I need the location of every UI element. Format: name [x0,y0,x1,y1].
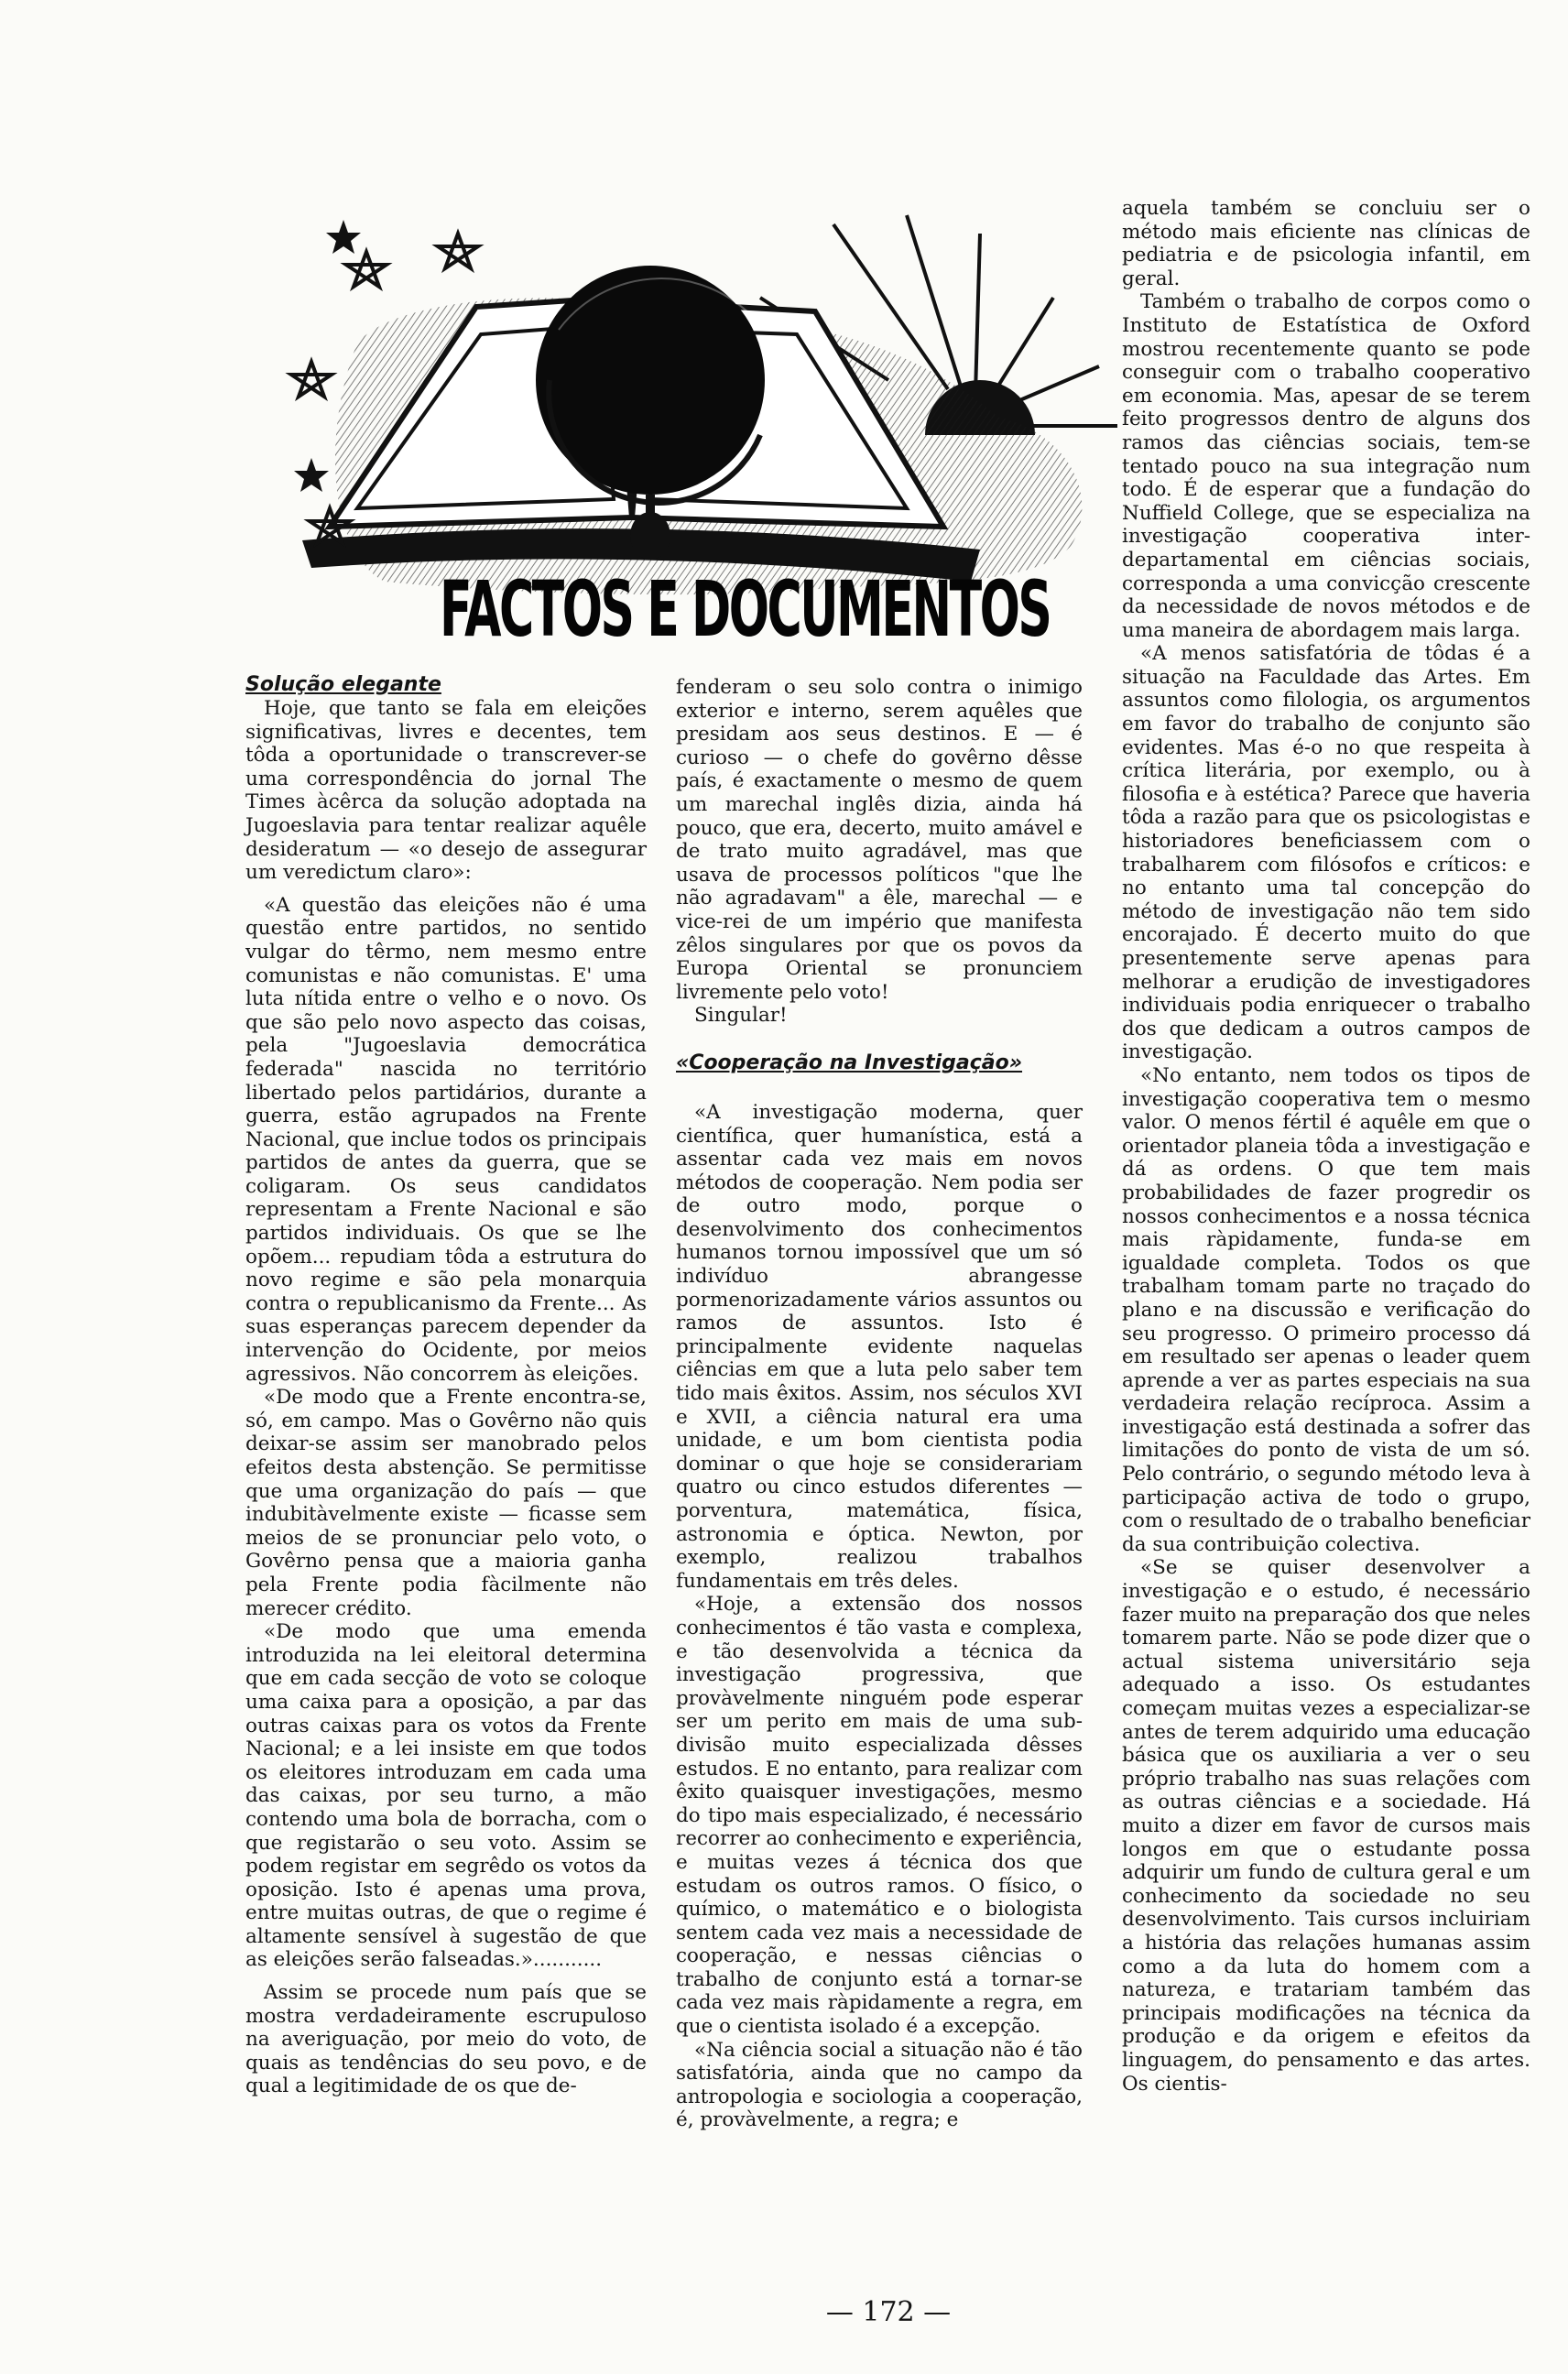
section-heading-solucao: Solução elegante [245,673,441,696]
paragraph: «De modo que a Frente encontra-se, só, em campo. Mas o Govêrno não quis deixar-se assim ser manobrado pelos efeitos desta abstenção. Se permitisse que uma organização do país — que indubitàvelmente existe — ficasse sem meios de se pronunciar pelo voto, o Govêrno pensa que a maioria ganha pela Frente podia fàcilmente não merecer crédito. [245,1386,647,1620]
paragraph: Hoje, que tanto se fala em eleições significativas, livres e decentes, tem tôda a oportunidade o transcrever-se uma correspondência do jornal The Times àcêrca da solução adoptada na Jugoeslavia para tentar realizar aquêle desideratum — «o desejo de assegurar um veredictum claro»: [245,697,647,885]
paragraph: Assim se procede num país que se mostra verdadeiramente escrupuloso na averiguação, por meio do voto, de quais as tendências do seu povo, e de qual a legitimidade de os que de- [245,1981,647,2098]
column-left [245,673,647,2098]
column-middle [676,676,1083,2132]
masthead-illustration [247,197,1127,654]
section-heading-cooperacao: «Cooperação na Investigação» [676,1051,1023,1074]
paragraph: «Na ciência social a situação não é tão satisfatória, ainda que no campo da antropologia e sociologia a cooperação, é, provàvelmente, a regra; e [676,2038,1083,2132]
paragraph: «A investigação moderna, quer científica, quer humanística, está a assentar cada vez mais em novos métodos de cooperação. Nem podia ser de outro modo, porque o desenvolvimento dos conhecimentos humanos tornou impossível que um só indivíduo abrangesse pormenorizadamente vários assuntos ou ramos de assuntos. Isto é principalmente evidente naquelas ciências em que a luta pelo saber tem tido mais êxitos. Assim, nos séculos XVI e XVII, a ciência natural era uma unidade, e um bom cientista podia dominar o que hoje se considerariam quatro ou cinco estudos diferentes — porventura, matemática, física, astronomia e óptica. Newton, por exemplo, realizou trabalhos fundamentais em três deles. [676,1100,1083,1593]
paragraph: Também o trabalho de corpos como o Instituto de Estatística de Oxford mostrou recentemente quanto se pode conseguir com o trabalho cooperativo em economia. Mas, apesar de se terem feito progressos dentro de alguns dos ramos das ciências sociais, tem-se tentado pouco na sua integração num todo. É de esperar que a fundação do Nuffield College, que se especializa na investigação cooperativa inter-departamental em ciências sociais, corresponda a uma convicção crescente da necessidade de novos métodos e de uma maneira de abordagem mais larga. [1122,290,1530,642]
paragraph: «A menos satisfatória de tôdas é a situação na Faculdade das Artes. Em assuntos como filologia, os argumentos em favor do trabalho de conjunto são evidentes. Mas é-o no que respeita à crítica literária, por exemplo, ou à filosofia e à estética? Parece que haveria tôda a razão para que os psicologistas e historiadores beneficiassem com o trabalharem com filósofos e críticos: e no entanto uma tal concepção do método de investigação não tem sido encorajado. É decerto muito do que presentemente serve apenas para melhorar a erudição de investigadores individuais podia enriquecer o trabalho dos que dedicam a outros campos de investigação. [1122,642,1530,1064]
paragraph: «De modo que uma emenda introduzida na lei eleitoral determina que em cada secção de voto se coloque uma caixa para a oposição, a par das outras caixas para os votos da Frente Nacional; e a lei insiste em que todos os eleitores introduzam em cada uma das caixas, por seu turno, a mão contendo uma bola de borracha, com o que registarão o seu voto. Assim se podem registar em segrêdo os votos da oposição. Isto é apenas uma prova, entre muitas outras, de que o regime é altamente sensível à sugestão de que as eleições serão falseadas.»........... [245,1620,647,1972]
column-right [1122,197,1530,2096]
paragraph: aquela também se concluiu ser o método mais eficiente nas clínicas de pediatria e de psicologia infantil, em geral. [1122,197,1530,290]
paragraph: «A questão das eleições não é uma questão entre partidos, no sentido vulgar do têrmo, nem mesmo entre comunistas e não comunistas. E' uma luta nítida entre o velho e o novo. Os que são pelo novo aspecto das coisas, pela "Jugoeslavia democrática federada" nascida no território libertado pelos partidários, durante a guerra, estão agrupados na Frente Nacional, que inclue todos os principais partidos de antes da guerra, que se coligaram. Os seus candidatos representam a Frente Nacional e são partidos individuais. Os que se lhe opõem... repudiam tôda a estrutura do novo regime e são pela monarquia contra o republicanismo da Frente... As suas esperanças parecem depender da intervenção do Ocidente, por meios agressivos. Não concorrem às eleições. [245,893,647,1386]
paragraph: «No entanto, nem todos os tipos de investigação cooperativa tem o mesmo valor. O menos fértil é aquêle em que o orientador planeia tôda a investigação e dá as ordens. O que tem mais probabilidades de fazer progredir os nossos conhecimentos e a nossa técnica mais ràpidamente, funda-se em igualdade completa. Todos os que trabalham tomam parte no traçado do plano e na discussão e verificação do seu progresso. O primeiro processo dá em resultado ser apenas o leader quem aprende a ver as partes especiais na sua verdadeira relação recíproca. Assim a investigação está destinada a sofrer das limitações do ponto de vista de um só. Pelo contrário, o segundo método leva à participação activa de todo o grupo, com o resultado de o trabalho beneficiar da sua contribuição colectiva. [1122,1063,1530,1556]
section-title: FACTOS E DOCUMENTOS [440,564,1051,654]
paragraph-singular: Singular! [694,1004,788,1028]
paragraph: «Se se quiser desenvolver a investigação e o estudo, é necessário fazer muito na preparação dos que neles tomarem parte. Não se pode dizer que o actual sistema universitário seja adequado a isso. Os estudantes começam muitas vezes a especializar-se antes de terem adquirido uma educação básica que os auxiliaria a ver o seu próprio trabalho nas suas relações com as outras ciências e a sociedade. Há muito a dizer em favor de cursos mais longos em que o estudante possa adquirir um fundo de cultura geral e um conhecimento da sociedade no seu desenvolvimento. Tais cursos incluiriam a história das relações humanas assim como a da luta do homem com a natureza, e tratariam também das principais modificações na técnica da produção e da origem e efeitos da linguagem, do pensamento e das artes. Os cientis- [1122,1556,1530,2096]
paragraph: «Hoje, a extensão dos nossos conhecimentos é tão vasta e complexa, e tão desenvolvida a técnica da investigação progressiva, que provàvelmente ninguém pode esperar ser um perito em mais de uma sub-divisão muito especializada dêsses estudos. E no entanto, para realizar com êxito quaisquer investigações, mesmo do tipo mais especializado, é necessário recorrer ao conhecimento e experiência, e muitas vezes á técnica dos que estudam os outros ramos. O físico, o químico, o matemático e o biologista sentem cada vez mais a necessidade de cooperação, e nessas ciências o trabalho de conjunto está a tornar-se cada vez mais ràpidamente a regra, em que o cientista isolado é a excepção. [676,1593,1083,2039]
page-number: — 172 — [825,2296,952,2328]
paragraph: fenderam o seu solo contra o inimigo exterior e interno, serem aquêles que presidam aos seus destinos. E — é curioso — o chefe do govêrno dêsse país, é exactamente o mesmo de quem um marechal inglês dizia, ainda há pouco, que era, decerto, muito amável e de trato muito agradável, mas que usava de processos políticos "que lhe não agradavam" a êle, marechal — e vice-rei de um império que manifesta zêlos singulares por que os povos da Europa Oriental se pronunciem livremente pelo voto! [676,676,1083,1004]
